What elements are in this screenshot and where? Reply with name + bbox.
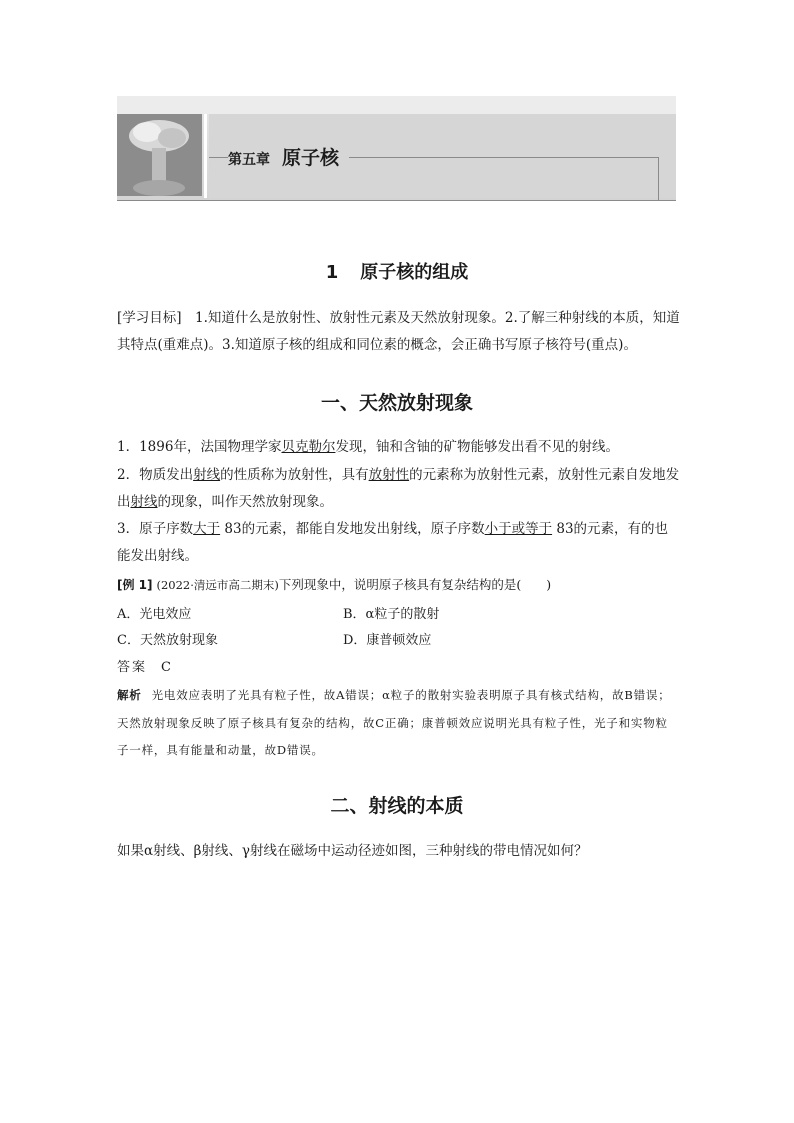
- text: 发现，铀和含铀的矿物能够发出看不见的射线。: [335, 439, 619, 455]
- section-1-point-2: [117, 462, 680, 516]
- example-source: (2022·清远市高二期末): [156, 578, 279, 592]
- text: 的现象，叫作天然放射现象。: [157, 494, 333, 510]
- analysis-block: [117, 682, 680, 765]
- chapter-number: 第五章: [228, 152, 270, 168]
- text: 83的元素，都能自发地发出射线，原子序数: [220, 521, 485, 537]
- text: 3．原子序数: [117, 521, 194, 537]
- fill-blank: 大于: [193, 521, 221, 537]
- fill-blank: 射线: [130, 494, 158, 510]
- section-2-title: 二、射线的本质: [330, 795, 464, 817]
- answer-label: 答案: [117, 660, 148, 675]
- analysis-text: 光电效应表明了光具有粒子性，故A错误；α粒子的散射实验表明原子具有核式结构，故B错误；天然放射现象反映了原子核具有复杂的结构，故C正确；康普顿效应说明光具有粒子性，光子和实物粒子一样，具有能量和动量，故D错误。: [117, 688, 671, 757]
- banner-top-strip: [117, 96, 676, 114]
- section-2-question: 如果α射线、β射线、γ射线在磁场中运动径迹如图，三种射线的带电情况如何？: [117, 843, 588, 859]
- text: 的性质称为放射性，具有: [220, 467, 369, 483]
- answer-line: [117, 656, 171, 675]
- option-c: C．天然放射现象: [117, 633, 218, 648]
- option-a: A．光电效应: [117, 607, 192, 622]
- mushroom-cloud-image: [117, 114, 202, 196]
- fill-blank: 射线: [193, 467, 221, 483]
- lesson-number: 1: [325, 262, 339, 283]
- text: 2．物质发出: [117, 467, 194, 483]
- option-b: B．α粒子的散射: [343, 607, 440, 622]
- fill-blank: 贝克勒尔: [281, 439, 336, 455]
- goals-label: [学习目标]: [117, 310, 182, 326]
- lesson-title-text: 原子核的组成: [360, 262, 469, 283]
- learning-goals: [117, 305, 680, 359]
- example-tag: [例 1]: [117, 578, 153, 592]
- chapter-title: 原子核: [282, 147, 340, 169]
- text: 83的元素，有的也能发出射线。: [117, 521, 669, 564]
- banner-separator: [204, 114, 207, 198]
- section-1-point-1: [117, 434, 680, 461]
- chapter-heading: [228, 143, 349, 173]
- banner-bottom-rule: [117, 200, 676, 201]
- section-1-title: 一、天然放射现象: [320, 392, 473, 414]
- text: 1．1896年，法国物理学家: [117, 439, 282, 455]
- fill-blank: 放射性: [368, 467, 410, 483]
- goals-text: 1.知道什么是放射性、放射性元素及天然放射现象。2.了解三种射线的本质，知道其特点(重难点)。3.知道原子核的组成和同位素的概念，会正确书写原子核符号(重点)。: [117, 310, 680, 353]
- analysis-label: 解析: [117, 688, 142, 702]
- section-1-point-3: [117, 516, 680, 570]
- example-question-text: 下列现象中，说明原子核具有复杂结构的是( ): [278, 577, 552, 592]
- fill-blank: 小于或等于: [484, 521, 553, 537]
- answer-value: C: [161, 660, 171, 675]
- lesson-title: [0, 258, 794, 284]
- text: 的元素称为放射性元素，放射性元素自发地发出: [117, 467, 680, 510]
- example-question: [117, 572, 680, 598]
- option-d: D．康普顿效应: [343, 633, 432, 648]
